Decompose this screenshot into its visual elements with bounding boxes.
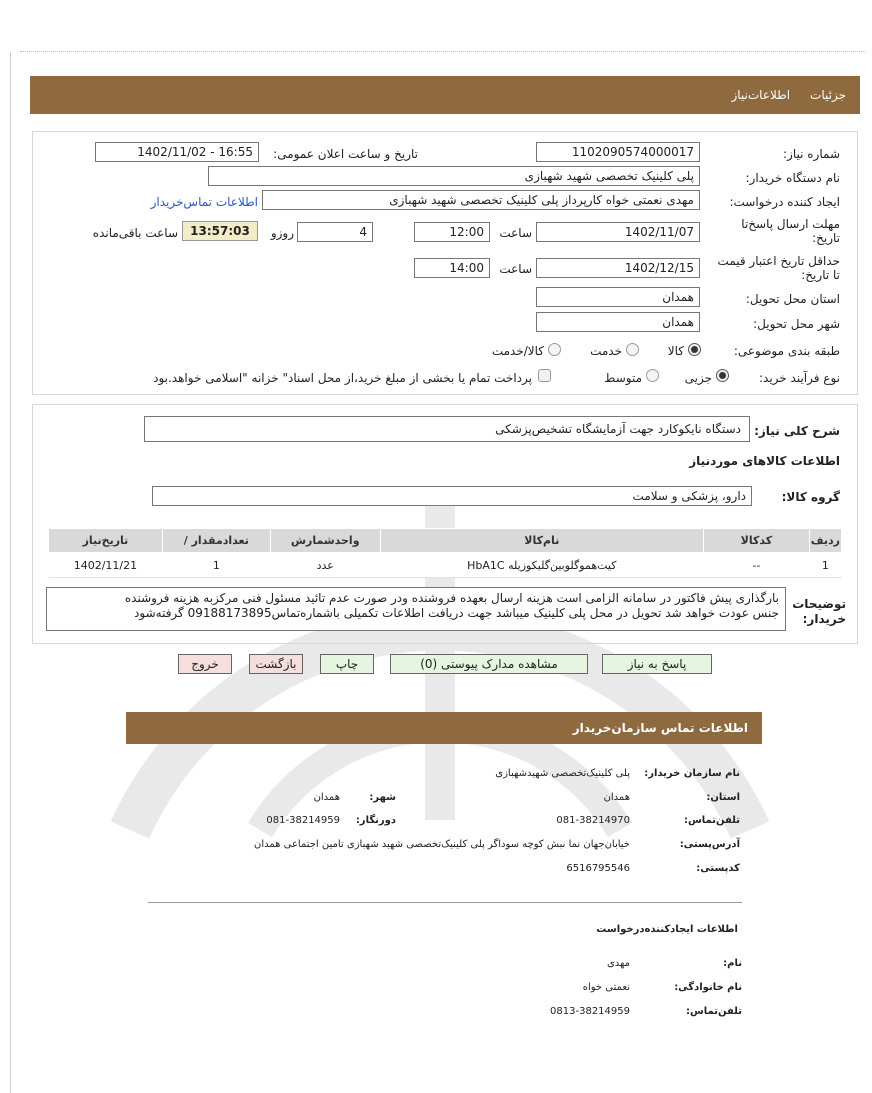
deadline-label	[710, 217, 840, 245]
deadline-time-label: ساعت	[499, 226, 532, 240]
cell-unit: عدد	[270, 553, 380, 578]
summary-field: دستگاه نایکوکارد جهت آزمایشگاه تشخیص‌پزشکی	[144, 416, 750, 442]
cat-service-label: خدمت	[590, 344, 622, 358]
contact-address: خیابان‌جهان نما نبش کوچه سوداگر پلی کلینیک‌تخصصی شهید شهبازی تامین اجتماعی همدان	[254, 839, 630, 850]
announce-field: 1402/11/02 - 16:55	[95, 142, 259, 162]
requester-family-label: نام خانوادگی:	[674, 982, 742, 993]
days-label: روزو	[270, 226, 294, 240]
province-field: همدان	[536, 287, 700, 307]
need-number-field: 1102090574000017	[536, 142, 700, 162]
requester-family: نعمتی خواه	[582, 982, 630, 993]
contact-province: همدان	[603, 792, 630, 803]
header-bar	[30, 76, 860, 114]
process-label: نوع فرآیند خرید:	[759, 371, 840, 385]
contact-city-label: شهر:	[369, 792, 396, 803]
radio-partial-icon[interactable]	[716, 369, 729, 382]
cat-goods-service-label: کالا/خدمت	[491, 344, 544, 358]
remaining-time: 13:57:03	[182, 221, 258, 241]
validity-label	[704, 254, 840, 282]
tab-details[interactable]: جزئیات	[810, 88, 846, 102]
requester-name-label: نام:	[723, 958, 742, 969]
buyer-org-field: پلی کلینیک تخصصی شهید شهبازی	[208, 166, 700, 186]
contact-city: همدان	[313, 792, 340, 803]
buyer-desc-line2: جنس عودت خواهد شد تحویل در محل پلی کلینیک میباشد جهت دریافت اطلاعات تکمیلی باشماره‌تماس09188173895 گرفته‌شود	[134, 606, 779, 620]
cell-qty: 1	[162, 553, 270, 578]
contact-phone: 081-38214970	[556, 815, 630, 826]
cat-goods-label: کالا	[667, 344, 684, 358]
cell-date: 1402/11/21	[49, 553, 163, 578]
col-qty: تعدادمقدار /	[162, 529, 270, 553]
contact-org: پلی کلینیک‌تخصصی شهیدشهبازی	[495, 768, 630, 779]
contact-org-label: نام سازمان خریدار:	[644, 768, 740, 779]
remaining-label: ساعت باقی‌مانده	[92, 226, 178, 240]
payment-note: پرداخت تمام یا بخشی از مبلغ خرید،از محل اسناد" خزانه "اسلامی خواهد.بود	[153, 371, 532, 385]
col-name: نام‌کالا	[380, 529, 703, 553]
items-table	[48, 528, 842, 578]
buyer-desc-line1: بارگذاری پیش فاکتور در سامانه الزامی است هزینه ارسال بعهده فروشنده ودر صورت عدم تائید مسئول فنی مرکزبه هزینه فروشنده	[124, 591, 779, 605]
radio-goods-service-icon[interactable]	[548, 343, 561, 356]
validity-time-field: 14:00	[414, 258, 490, 278]
requester-name: مهدی	[606, 958, 630, 969]
print-button[interactable]: چاپ	[320, 654, 374, 674]
buyer-desc-field	[46, 587, 786, 631]
creator-label: ایجاد کننده درخواست:	[729, 195, 840, 209]
requester-header: اطلاعات ایجاد‌کننده‌درخواست	[596, 924, 738, 935]
validity-label-line1: حداقل تاریخ اعتبار قیمت	[717, 254, 840, 268]
deadline-date-field: 1402/11/07	[536, 222, 700, 242]
contact-postal: 6516795546	[566, 863, 630, 874]
tab-need-info[interactable]: اطلاعات‌نیاز	[731, 88, 791, 102]
radio-service-icon[interactable]	[626, 343, 639, 356]
buyer-contact-link[interactable]: اطلاعات تماس‌خریدار	[150, 195, 258, 209]
requester-phone-label: تلفن‌تماس:	[685, 1006, 742, 1017]
group-label: گروه کالا:	[781, 490, 840, 504]
contact-section-header: اطلاعات تماس سازمان‌خریدار	[126, 712, 762, 744]
radio-goods-icon[interactable]	[688, 343, 701, 356]
cell-code: --	[704, 553, 810, 578]
exit-button[interactable]: خروج	[178, 654, 232, 674]
proc-partial-label: جزیی	[684, 371, 712, 385]
deadline-time-field: 12:00	[414, 222, 490, 242]
col-code: کدکالا	[704, 529, 810, 553]
need-number-label: شماره نیاز:	[783, 147, 840, 161]
deadline-label-line1: مهلت ارسال پاسخ‌تا	[741, 217, 840, 231]
attachments-button[interactable]: مشاهده مدارک پیوستی (0)	[390, 654, 588, 674]
radio-medium-icon[interactable]	[646, 369, 659, 382]
section-divider	[148, 902, 742, 903]
table-header-row	[49, 529, 842, 553]
col-date: تاریخ‌نیاز	[49, 529, 163, 553]
validity-label-line2: تا تاریخ:	[801, 268, 840, 282]
category-label: طبقه بندی موضوعی:	[733, 344, 840, 358]
cell-row: 1	[809, 553, 841, 578]
table-row	[49, 553, 842, 578]
treasury-checkbox-icon[interactable]	[538, 369, 551, 382]
province-label: استان محل تحویل:	[745, 292, 840, 306]
back-button[interactable]: بازگشت	[249, 654, 303, 674]
group-field: دارو، پزشکی و سلامت	[152, 486, 752, 506]
contact-postal-label: کدپستی:	[696, 863, 740, 874]
goods-info-label: اطلاعات کالاهای موردنیاز	[689, 454, 840, 468]
summary-label: شرح کلی نیاز:	[754, 424, 840, 438]
creator-field: مهدی نعمتی خواه کارپرداز پلی کلینیک تخصصی شهید شهبازی	[262, 190, 700, 210]
contact-fax: 081-38214959	[266, 815, 340, 826]
cell-name: کیت‌هموگلوبین‌گلیکوزیله HbA1C	[380, 553, 703, 578]
top-divider	[20, 51, 866, 52]
proc-medium-label: متوسط	[604, 371, 642, 385]
col-unit: واحدشمارش	[270, 529, 380, 553]
buyer-desc-label: توضیحات خریدار:	[792, 597, 846, 626]
contact-address-label: آدرس‌پستی:	[679, 839, 740, 850]
contact-fax-label: دورنگار:	[355, 815, 396, 826]
validity-time-label: ساعت	[499, 262, 532, 276]
days-field: 4	[297, 222, 373, 242]
validity-date-field: 1402/12/15	[536, 258, 700, 278]
reply-button[interactable]: پاسخ به نیاز	[602, 654, 712, 674]
city-field: همدان	[536, 312, 700, 332]
buyer-org-label: نام دستگاه خریدار:	[745, 171, 840, 185]
col-row: ردیف	[809, 529, 841, 553]
left-divider	[10, 52, 11, 1093]
requester-phone: 0813-38214959	[550, 1006, 630, 1017]
city-label: شهر محل تحویل:	[753, 317, 840, 331]
contact-phone-label: تلفن‌تماس:	[683, 815, 740, 826]
announce-label: تاریخ و ساعت اعلان عمومی:	[273, 147, 418, 161]
contact-province-label: استان:	[706, 792, 740, 803]
deadline-label-line2: تاریخ:	[812, 231, 840, 245]
